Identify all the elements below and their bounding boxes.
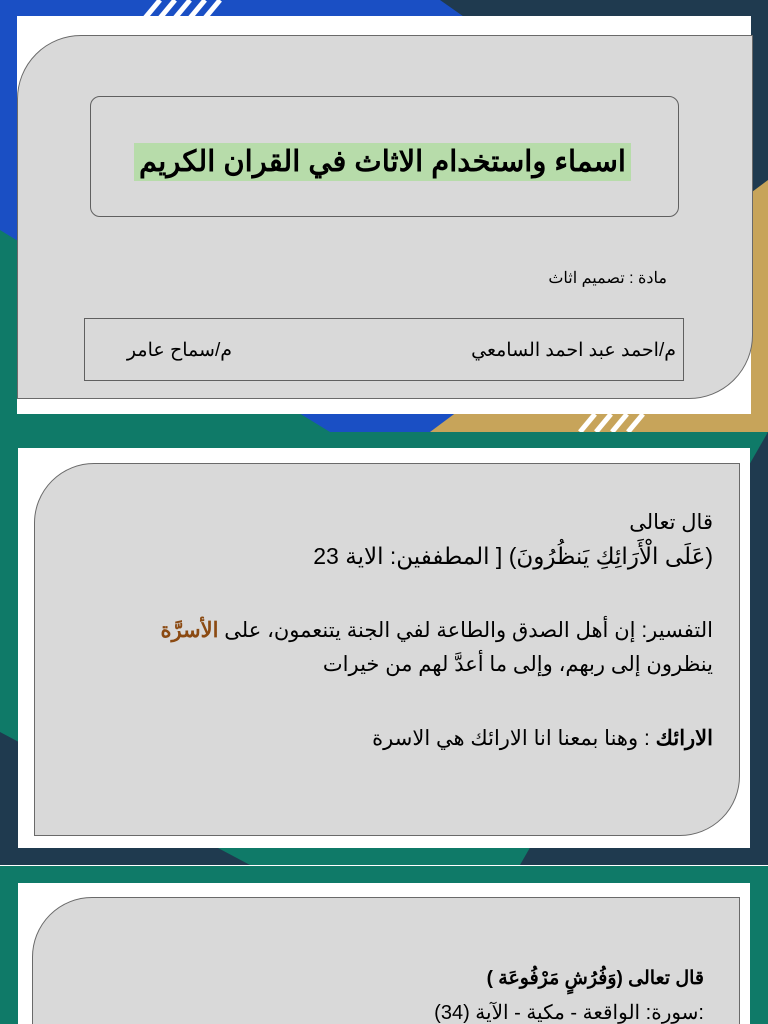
slide-3 — [0, 866, 768, 1024]
slide-3-verse: (وَفُرُشٍ مَرْفُوعَة ) — [486, 968, 623, 989]
slide-3-source: :سورة: الواقعة - مكية - الآية (34) — [434, 1002, 704, 1024]
tafsir-text: التفسير: إن أهل الصدق والطاعة لفي الجنة يتنعمون، على — [218, 619, 713, 642]
slide-2 — [0, 432, 768, 865]
tafsir-highlight: الأسرَّة — [160, 619, 219, 642]
term-line — [372, 726, 713, 751]
tafsir-line-2: ينظرون إلى ربهم، وإلى ما أعدَّ لهم من خيرات — [322, 653, 713, 676]
slide-3-intro: قال تعالى — [628, 968, 704, 989]
term-separator: : — [638, 727, 656, 750]
slide-1 — [0, 0, 768, 432]
subject-label: مادة : — [629, 270, 667, 287]
term-definition: وهنا بمعنا انا الارائك هي الاسرة — [372, 727, 639, 750]
tafsir-line-1 — [160, 618, 713, 643]
verse-line: (عَلَى الْأَرَائِكِ يَنظُرُونَ) [ المطففين: الاية 23 — [313, 543, 713, 569]
subject-line — [548, 268, 667, 288]
presentation-title: اسماء واستخدام الاثاث في القران الكريم — [134, 143, 631, 181]
author-2: م/سماح عامر — [126, 340, 232, 361]
slide-3-intro-line — [487, 967, 704, 990]
subject-value: تصميم اثاث — [548, 270, 625, 287]
author-1: م/احمد عبد احمد السامعي — [471, 340, 676, 361]
term: الارائك — [655, 727, 713, 750]
intro-line: قال تعالى — [629, 511, 713, 534]
